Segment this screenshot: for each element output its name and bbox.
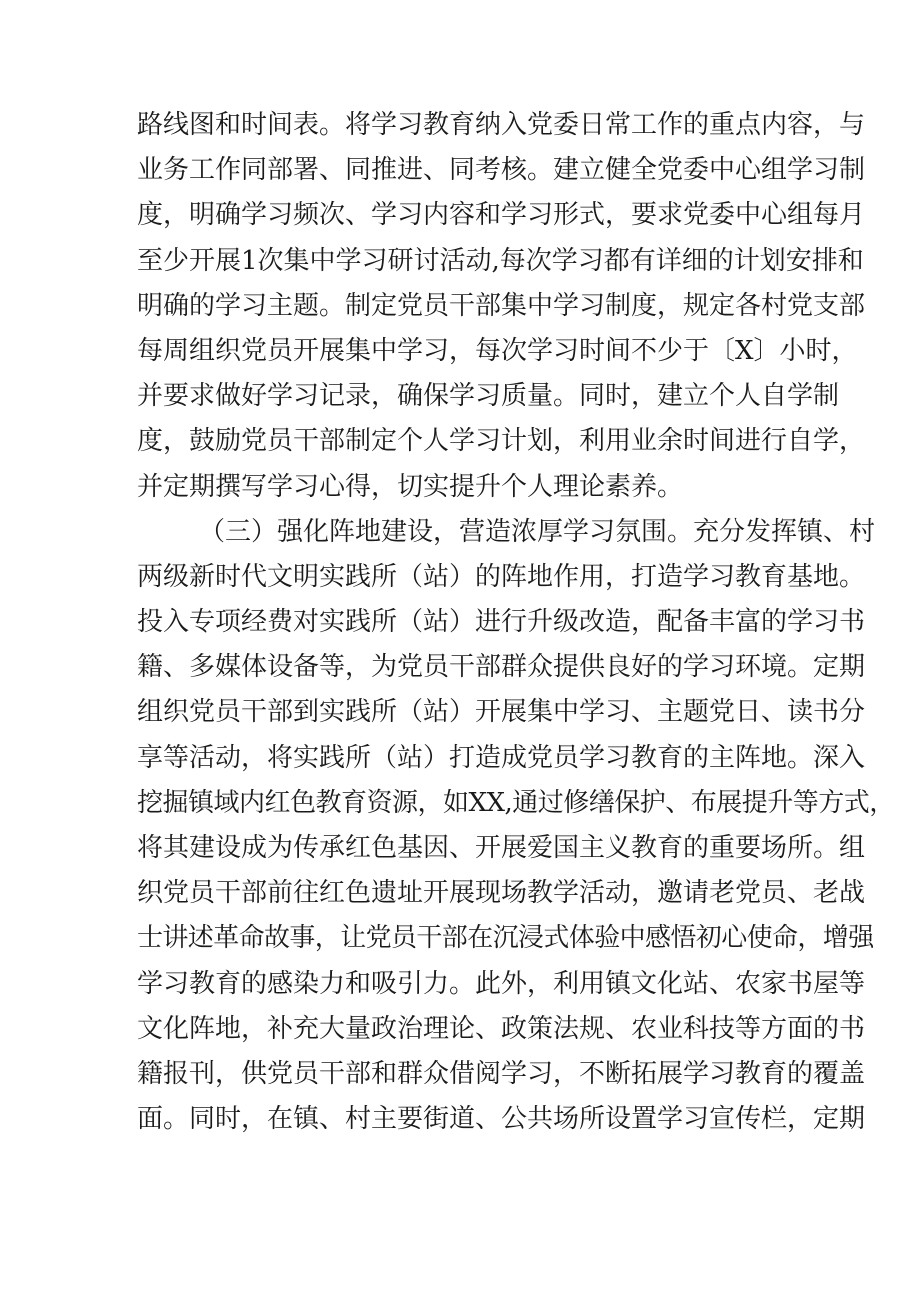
text-line: 籍、多媒体设备等，为党员干部群众提供良好的学习环境。定期: [137, 652, 866, 683]
text-line: 度，鼓励党员干部制定个人学习计划，利用业余时间进行自学，: [137, 426, 866, 457]
text-line: 籍报刊，供党员干部和群众借阅学习，不断拓展学习教育的覆盖: [137, 1058, 866, 1089]
text-line: 每周组织党员开展集中学习，每次学习时间不少于〔X〕小时，: [137, 335, 858, 366]
section-heading-line: （三）强化阵地建设，营造浓厚学习氛围。充分发挥镇、村: [199, 516, 876, 547]
text-line: 业务工作同部署、同推进、同考核。建立健全党委中心组学习制: [137, 155, 866, 186]
body-text: [137, 103, 895, 1142]
text-line: 两级新时代文明实践所（站）的阵地作用，打造学习教育基地。: [137, 561, 866, 592]
text-line: 织党员干部前往红色遗址开展现场教学活动，邀请老党员、老战: [137, 878, 866, 909]
text-line: 组织党员干部到实践所（站）开展集中学习、主题党日、读书分: [137, 697, 866, 728]
text-line: 享等活动，将实践所（站）打造成党员学习教育的主阵地。深入: [137, 742, 866, 773]
text-line: 面。同时，在镇、村主要街道、公共场所设置学习宣传栏，定期: [137, 1104, 866, 1135]
text-line: 士讲述革命故事，让党员干部在沉浸式体验中感悟初心使命，增强: [137, 923, 874, 954]
text-line: 路线图和时间表。将学习教育纳入党委日常工作的重点内容，与: [137, 110, 866, 140]
text-line: 挖掘镇域内红色教育资源，如XX,通过修缮保护、布展提升等方式，: [137, 787, 895, 818]
text-line: 度，明确学习频次、学习内容和学习形式，要求党委中心组每月: [137, 200, 866, 231]
paragraph-end-line: 并定期撰写学习心得，切实提升个人理论素养。: [137, 471, 684, 502]
text-line: 并要求做好学习记录，确保学习质量。同时，建立个人自学制: [137, 381, 840, 412]
text-line: 将其建设成为传承红色基因、开展爱国主义教育的重要场所。组: [137, 833, 866, 863]
text-line: 学习教育的感染力和吸引力。此外，利用镇文化站、农家书屋等: [137, 968, 866, 999]
text-line: 投入专项经费对实践所（站）进行升级改造，配备丰富的学习书: [137, 607, 866, 638]
text-line: 至少开展1次集中学习研讨活动,每次学习都有详细的计划安排和: [137, 245, 864, 276]
text-line: 文化阵地，补充大量政治理论、政策法规、农业科技等方面的书: [137, 1013, 866, 1044]
text-line: 明确的学习主题。制定党员干部集中学习制度，规定各村党支部: [137, 290, 866, 321]
